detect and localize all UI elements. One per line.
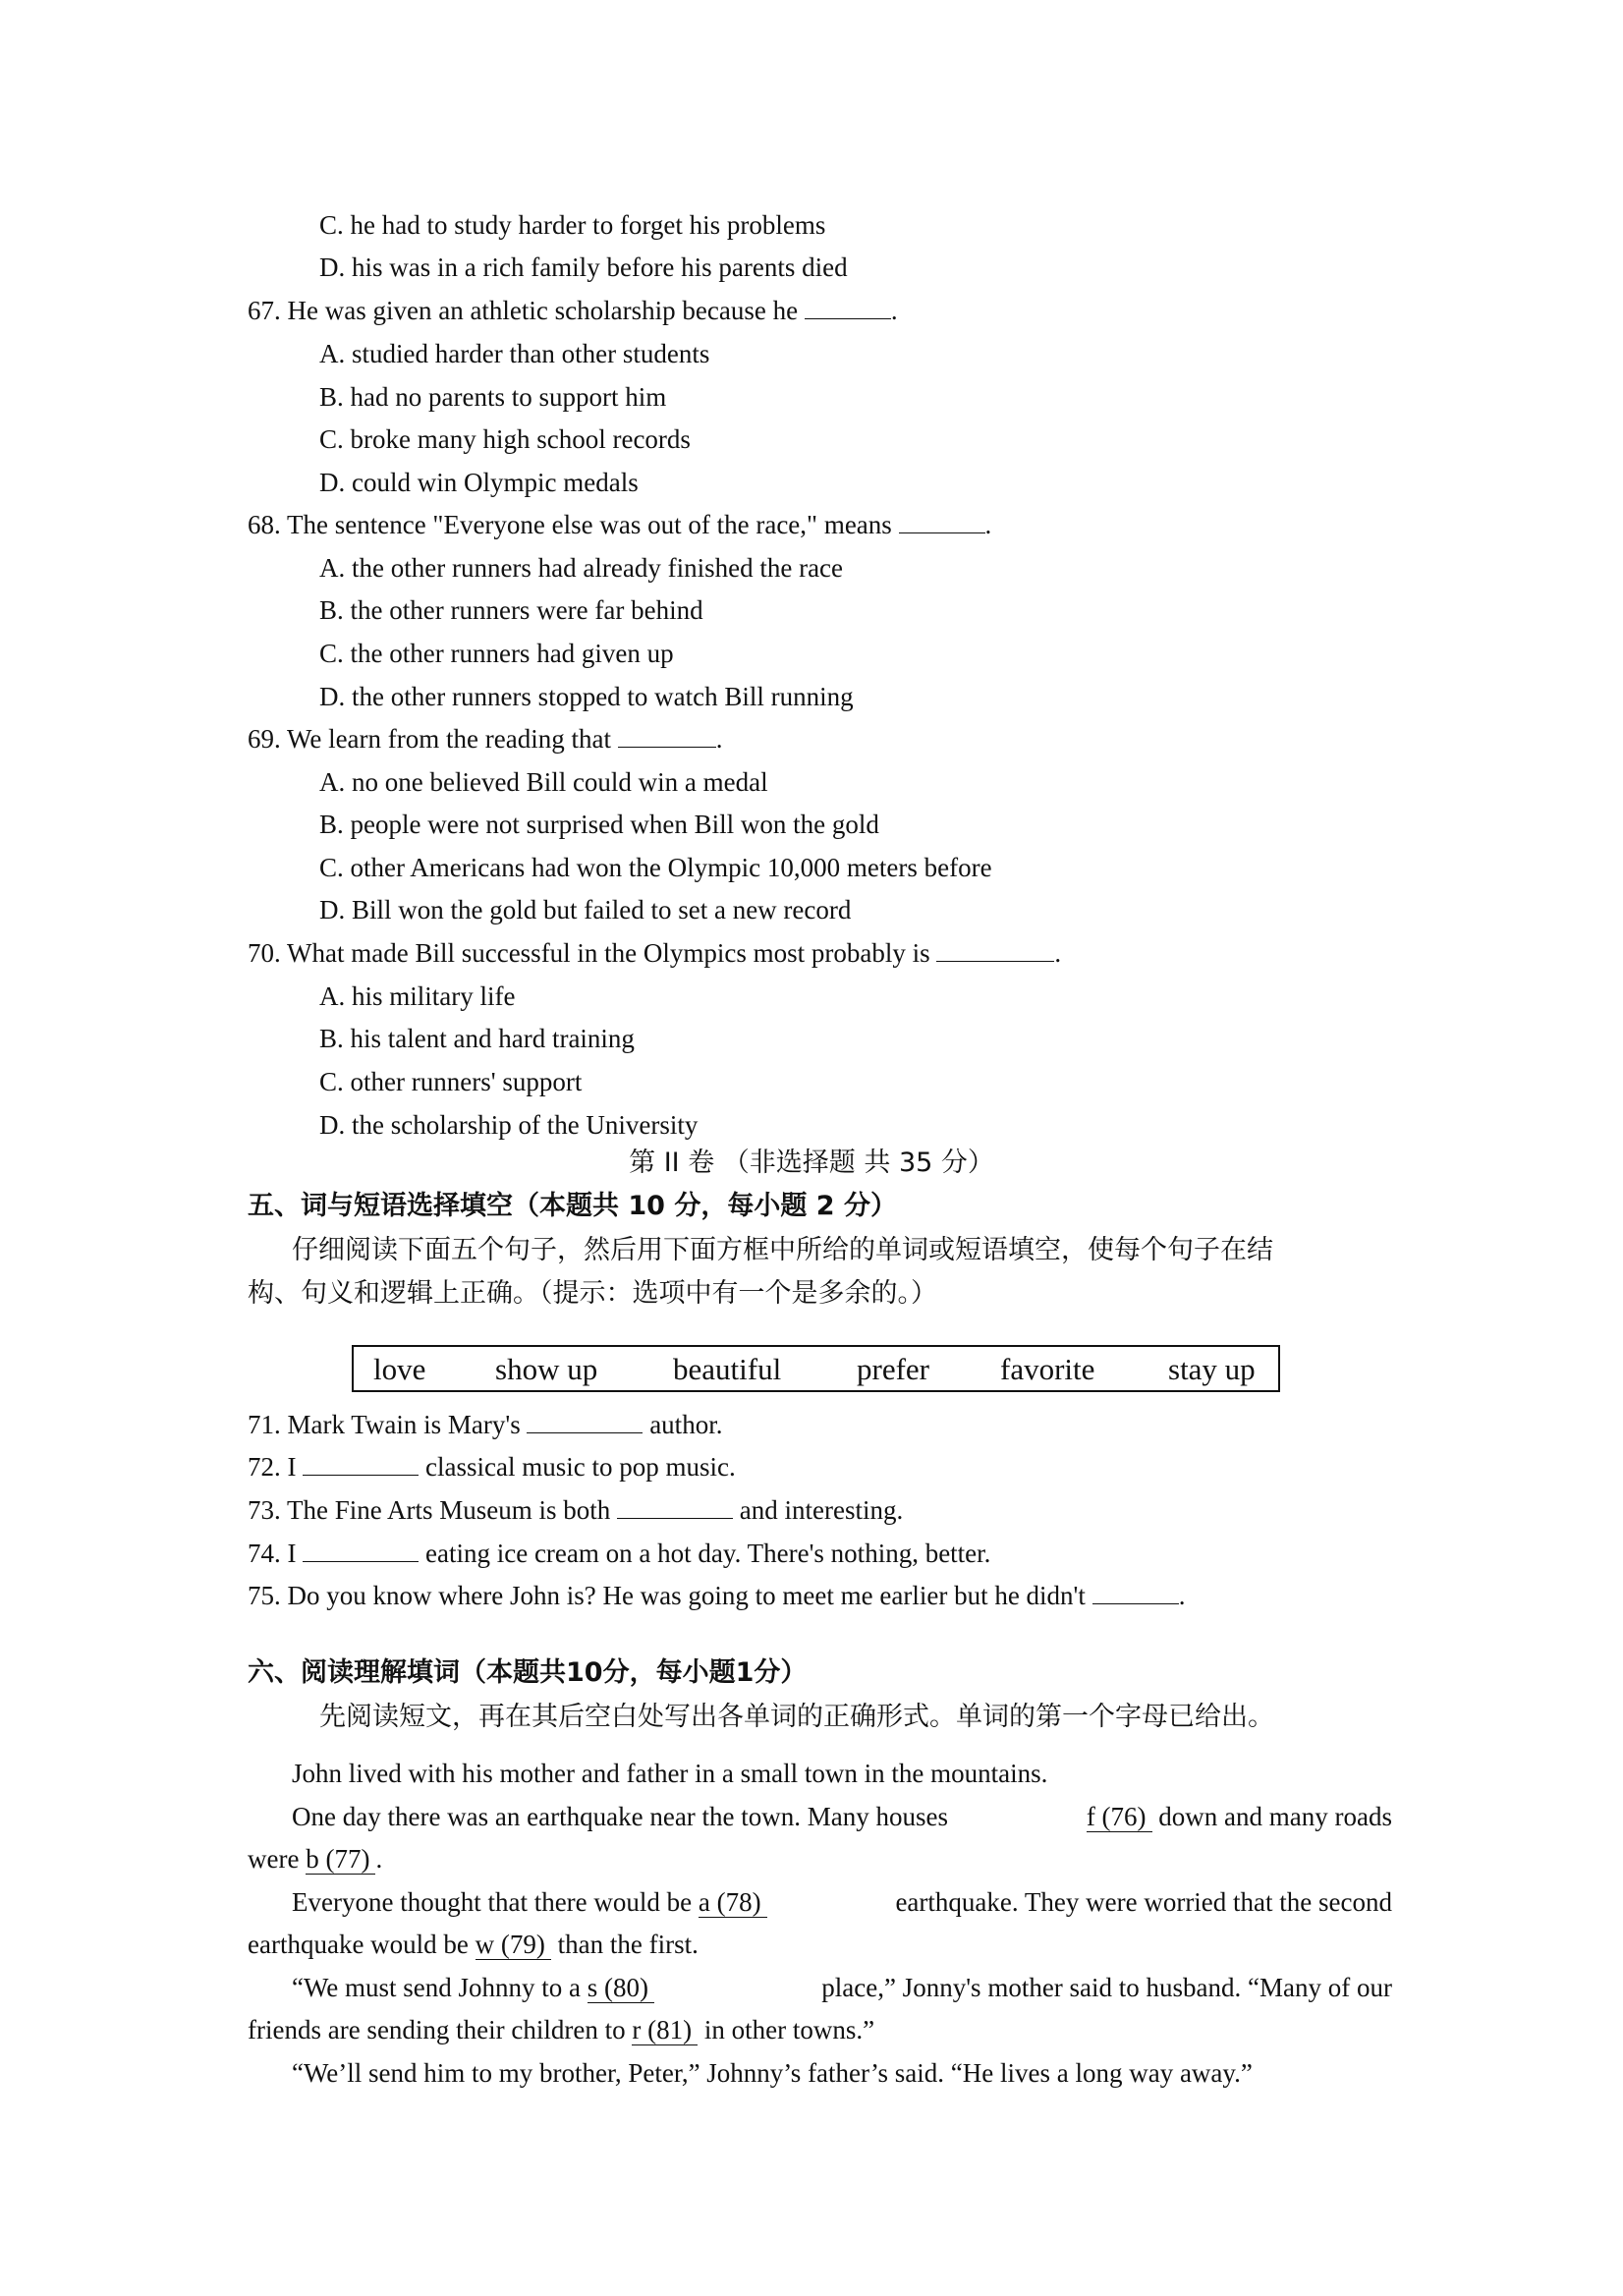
word-bank-love: love: [373, 1352, 426, 1386]
q70-blank: [936, 935, 1054, 962]
section5-instruction-line2: 构、句义和逻辑上正确。（提示：选项中有一个是多余的。）: [248, 1278, 937, 1309]
passage-paragraph-5: “We’ll send him to my brother, Peter,” Johnny’s father’s said. “He lives a long way away.”: [292, 2058, 1253, 2088]
q72: 72. I classical music to pop music.: [248, 1449, 736, 1484]
gap-79: w (79): [476, 1930, 551, 1960]
q67-blank: [805, 293, 891, 319]
q74-blank: [303, 1536, 419, 1562]
q68-option-a: A. the other runners had already finished the race: [319, 553, 844, 583]
q68-option-b: B. the other runners were far behind: [319, 595, 703, 625]
gap-80: s (80): [588, 1973, 654, 2003]
word-bank-box: [352, 1345, 1280, 1392]
word-bank-stay-up: stay up: [1168, 1352, 1256, 1386]
q67-option-b: B. had no parents to support him: [319, 382, 667, 412]
q73: 73. The Fine Arts Museum is both and interesting.: [248, 1492, 903, 1528]
q67-option-a: A. studied harder than other students: [319, 339, 710, 368]
q68-blank: [899, 507, 985, 533]
gap-81: r (81): [632, 2015, 698, 2045]
q69-blank: [618, 721, 716, 748]
q69-option-d: D. Bill won the gold but failed to set a new record: [319, 895, 852, 924]
q73-blank: [617, 1492, 733, 1519]
q69-option-c: C. other Americans had won the Olympic 10,000 meters before: [319, 853, 992, 882]
q71: 71. Mark Twain is Mary's author.: [248, 1407, 722, 1442]
q71-blank: [527, 1407, 643, 1433]
section5-instruction-line1: 仔细阅读下面五个句子，然后用下面方框中所给的单词或短语填空，使每个句子在结: [292, 1235, 1273, 1265]
q66-option-d: D. his was in a rich family before his parents died: [319, 252, 848, 282]
word-bank-prefer: prefer: [857, 1352, 929, 1386]
passage-paragraph-2-line2: were b (77) .: [248, 1844, 383, 1874]
gap-78: a (78): [699, 1887, 767, 1918]
q70-option-b: B. his talent and hard training: [319, 1024, 635, 1053]
q67-option-d: D. could win Olympic medals: [319, 468, 639, 497]
passage-paragraph-2-line1: One day there was an earthquake near the town. Many houses f (76) down and many roads: [292, 1802, 1392, 1831]
q69-option-a: A. no one believed Bill could win a medal: [319, 767, 768, 797]
word-bank-favorite: favorite: [1000, 1352, 1095, 1386]
part2-title: 第 II 卷 （非选择题 共 35 分）: [629, 1148, 994, 1178]
q68-option-d: D. the other runners stopped to watch Bill running: [319, 682, 854, 711]
passage-paragraph-1: John lived with his mother and father in a small town in the mountains.: [292, 1759, 1048, 1788]
q69-option-b: B. people were not surprised when Bill won the gold: [319, 810, 879, 839]
gap-76: f (76): [1087, 1802, 1152, 1832]
section6-heading: 六、阅读理解填词（本题共10分，每小题1分）: [248, 1657, 808, 1688]
q75: 75. Do you know where John is? He was going to meet me earlier but he didn't .: [248, 1578, 1185, 1613]
q66-option-c: C. he had to study harder to forget his problems: [319, 210, 826, 240]
passage-paragraph-3-line2: earthquake would be w (79) than the first.: [248, 1930, 699, 1959]
q70-option-d: D. the scholarship of the University: [319, 1110, 699, 1140]
passage-paragraph-3-line1: Everyone thought that there would be a (78) earthquake. They were worried that the second: [292, 1887, 1392, 1917]
q67-stem: 67. He was given an athletic scholarship because he .: [248, 293, 898, 328]
q75-blank: [1092, 1578, 1179, 1604]
q68-option-c: C. the other runners had given up: [319, 639, 674, 668]
q70-option-c: C. other runners' support: [319, 1067, 583, 1096]
q68-stem: 68. The sentence "Everyone else was out of the race," means .: [248, 507, 991, 542]
passage-paragraph-4-line2: friends are sending their children to r (81) in other towns.”: [248, 2015, 875, 2044]
passage-paragraph-4-line1: “We must send Johnny to a s (80) place,” Jonny's mother said to husband. “Many of our: [292, 1973, 1392, 2002]
q67-option-c: C. broke many high school records: [319, 424, 691, 454]
q72-blank: [303, 1449, 419, 1476]
section6-instruction: 先阅读短文，再在其后空白处写出各单词的正确形式。单词的第一个字母已给出。: [319, 1702, 1274, 1732]
word-bank-beautiful: beautiful: [673, 1352, 782, 1386]
gap-77: b (77): [306, 1844, 375, 1875]
q69-stem: 69. We learn from the reading that .: [248, 721, 722, 756]
q70-option-a: A. his military life: [319, 981, 516, 1011]
q74: 74. I eating ice cream on a hot day. There's nothing, better.: [248, 1536, 990, 1571]
q70-stem: 70. What made Bill successful in the Olympics most probably is .: [248, 935, 1061, 971]
section5-heading: 五、词与短语选择填空（本题共 10 分，每小题 2 分）: [248, 1191, 897, 1221]
word-bank-show-up: show up: [495, 1352, 598, 1386]
